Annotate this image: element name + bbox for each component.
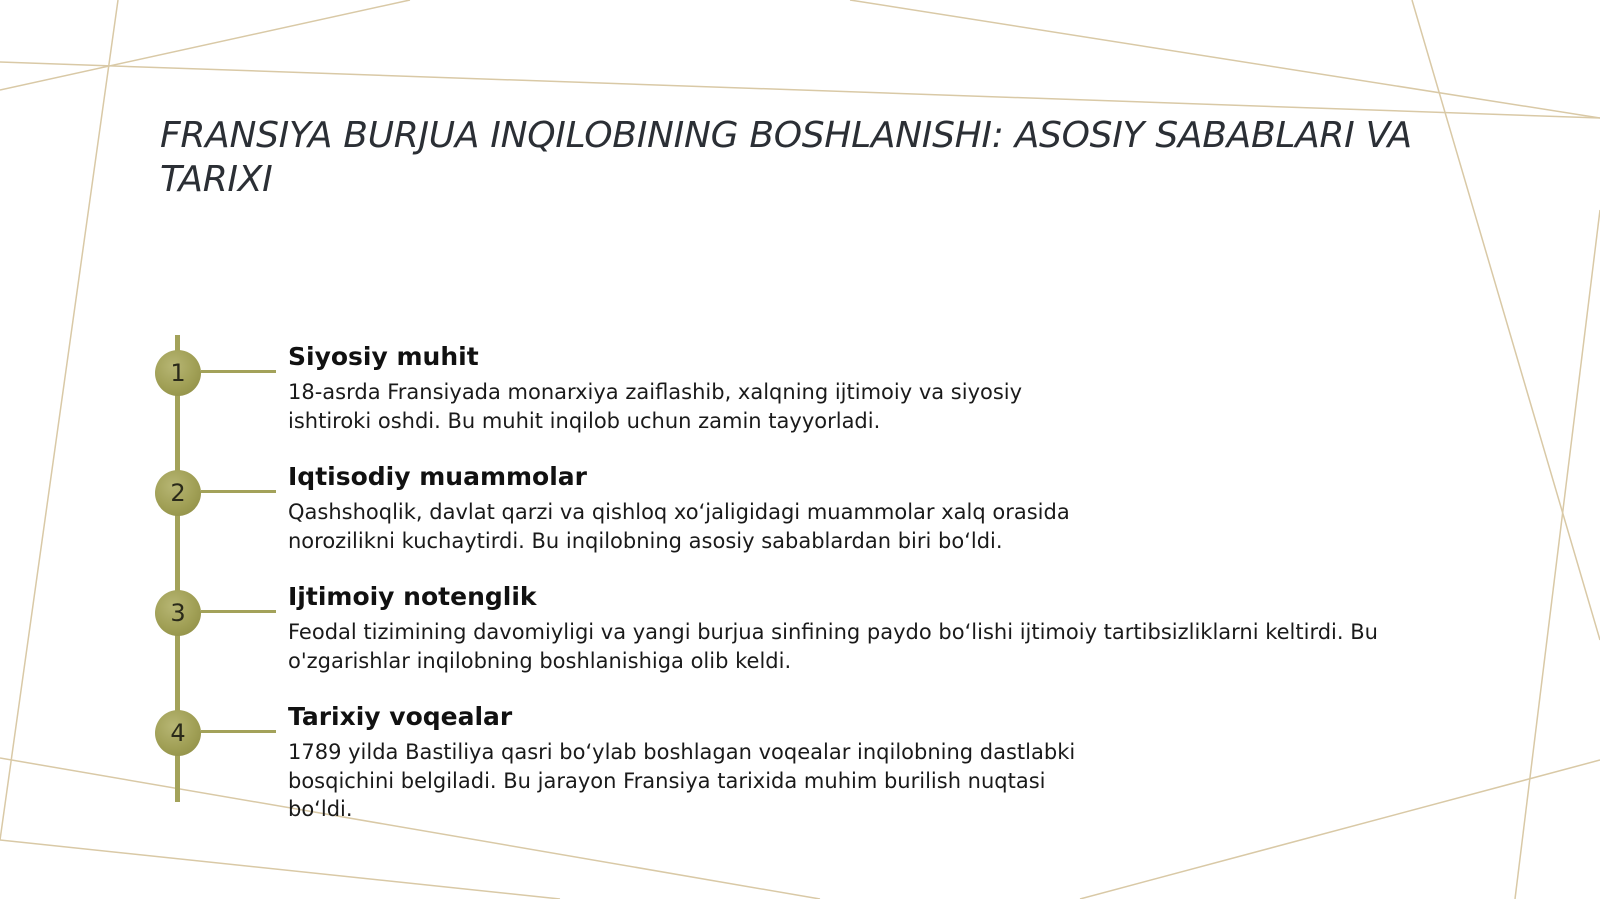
bg-line xyxy=(850,0,1600,118)
timeline-connector xyxy=(201,370,276,373)
marker-number: 2 xyxy=(170,479,186,507)
timeline-item-description: 1789 yilda Bastiliya qasri bo‘ylab boshlagan voqealar inqilobning dastlabki bosqichini belgiladi. Bu jarayon Fransiya tarixida muhim burilish nuqtasi bo‘ldi. xyxy=(288,740,1076,821)
timeline-item-description: Qashshoqlik, davlat qarzi va qishloq xo‘jaligidagi muammolar xalq orasida norozilikni kuchaytirdi. Bu inqilobning asosiy sabablardan biri bo‘ldi. xyxy=(288,500,1070,553)
bg-line xyxy=(1080,760,1600,899)
bg-line xyxy=(0,62,1600,118)
timeline-connector xyxy=(201,610,276,613)
timeline-item-title: Siyosiy muhit xyxy=(288,342,479,371)
bg-line xyxy=(0,0,118,840)
timeline-item-title: Ijtimoiy notenglik xyxy=(288,582,537,611)
timeline-item-description: 18-asrda Fransiyada monarxiya zaiflashib, xalqning ijtimoiy va siyosiy ishtiroki oshdi. Bu muhit inqilob uchun zamin tayyorladi. xyxy=(288,380,1023,433)
timeline-marker-3 xyxy=(155,590,201,636)
marker-number: 3 xyxy=(170,599,186,627)
slide-title: FRANSIYA BURJUA INQILOBINING BOSHLANISHI: ASOSIY SABABLARI VA TARIXI xyxy=(160,115,1412,200)
marker-number: 4 xyxy=(170,719,186,747)
timeline-marker-1 xyxy=(155,350,201,396)
timeline-connector xyxy=(201,730,276,733)
marker-number: 1 xyxy=(170,359,186,387)
timeline-item-title: Tarixiy voqealar xyxy=(288,702,513,731)
bg-line xyxy=(1515,210,1600,899)
bg-line xyxy=(0,0,410,90)
timeline-item-description: Feodal tizimining davomiyligi va yangi burjua sinfining paydo bo‘lishi ijtimoiy tartibsizliklarni keltirdi. Bu o'zgarishlar inqilobning boshlanishiga olib keldi. xyxy=(288,620,1378,673)
bg-line xyxy=(1412,0,1600,640)
timeline-marker-4 xyxy=(155,710,201,756)
timeline-item-title: Iqtisodiy muammolar xyxy=(288,462,587,491)
timeline-marker-2 xyxy=(155,470,201,516)
timeline-connector xyxy=(201,490,276,493)
bg-line xyxy=(0,840,560,899)
